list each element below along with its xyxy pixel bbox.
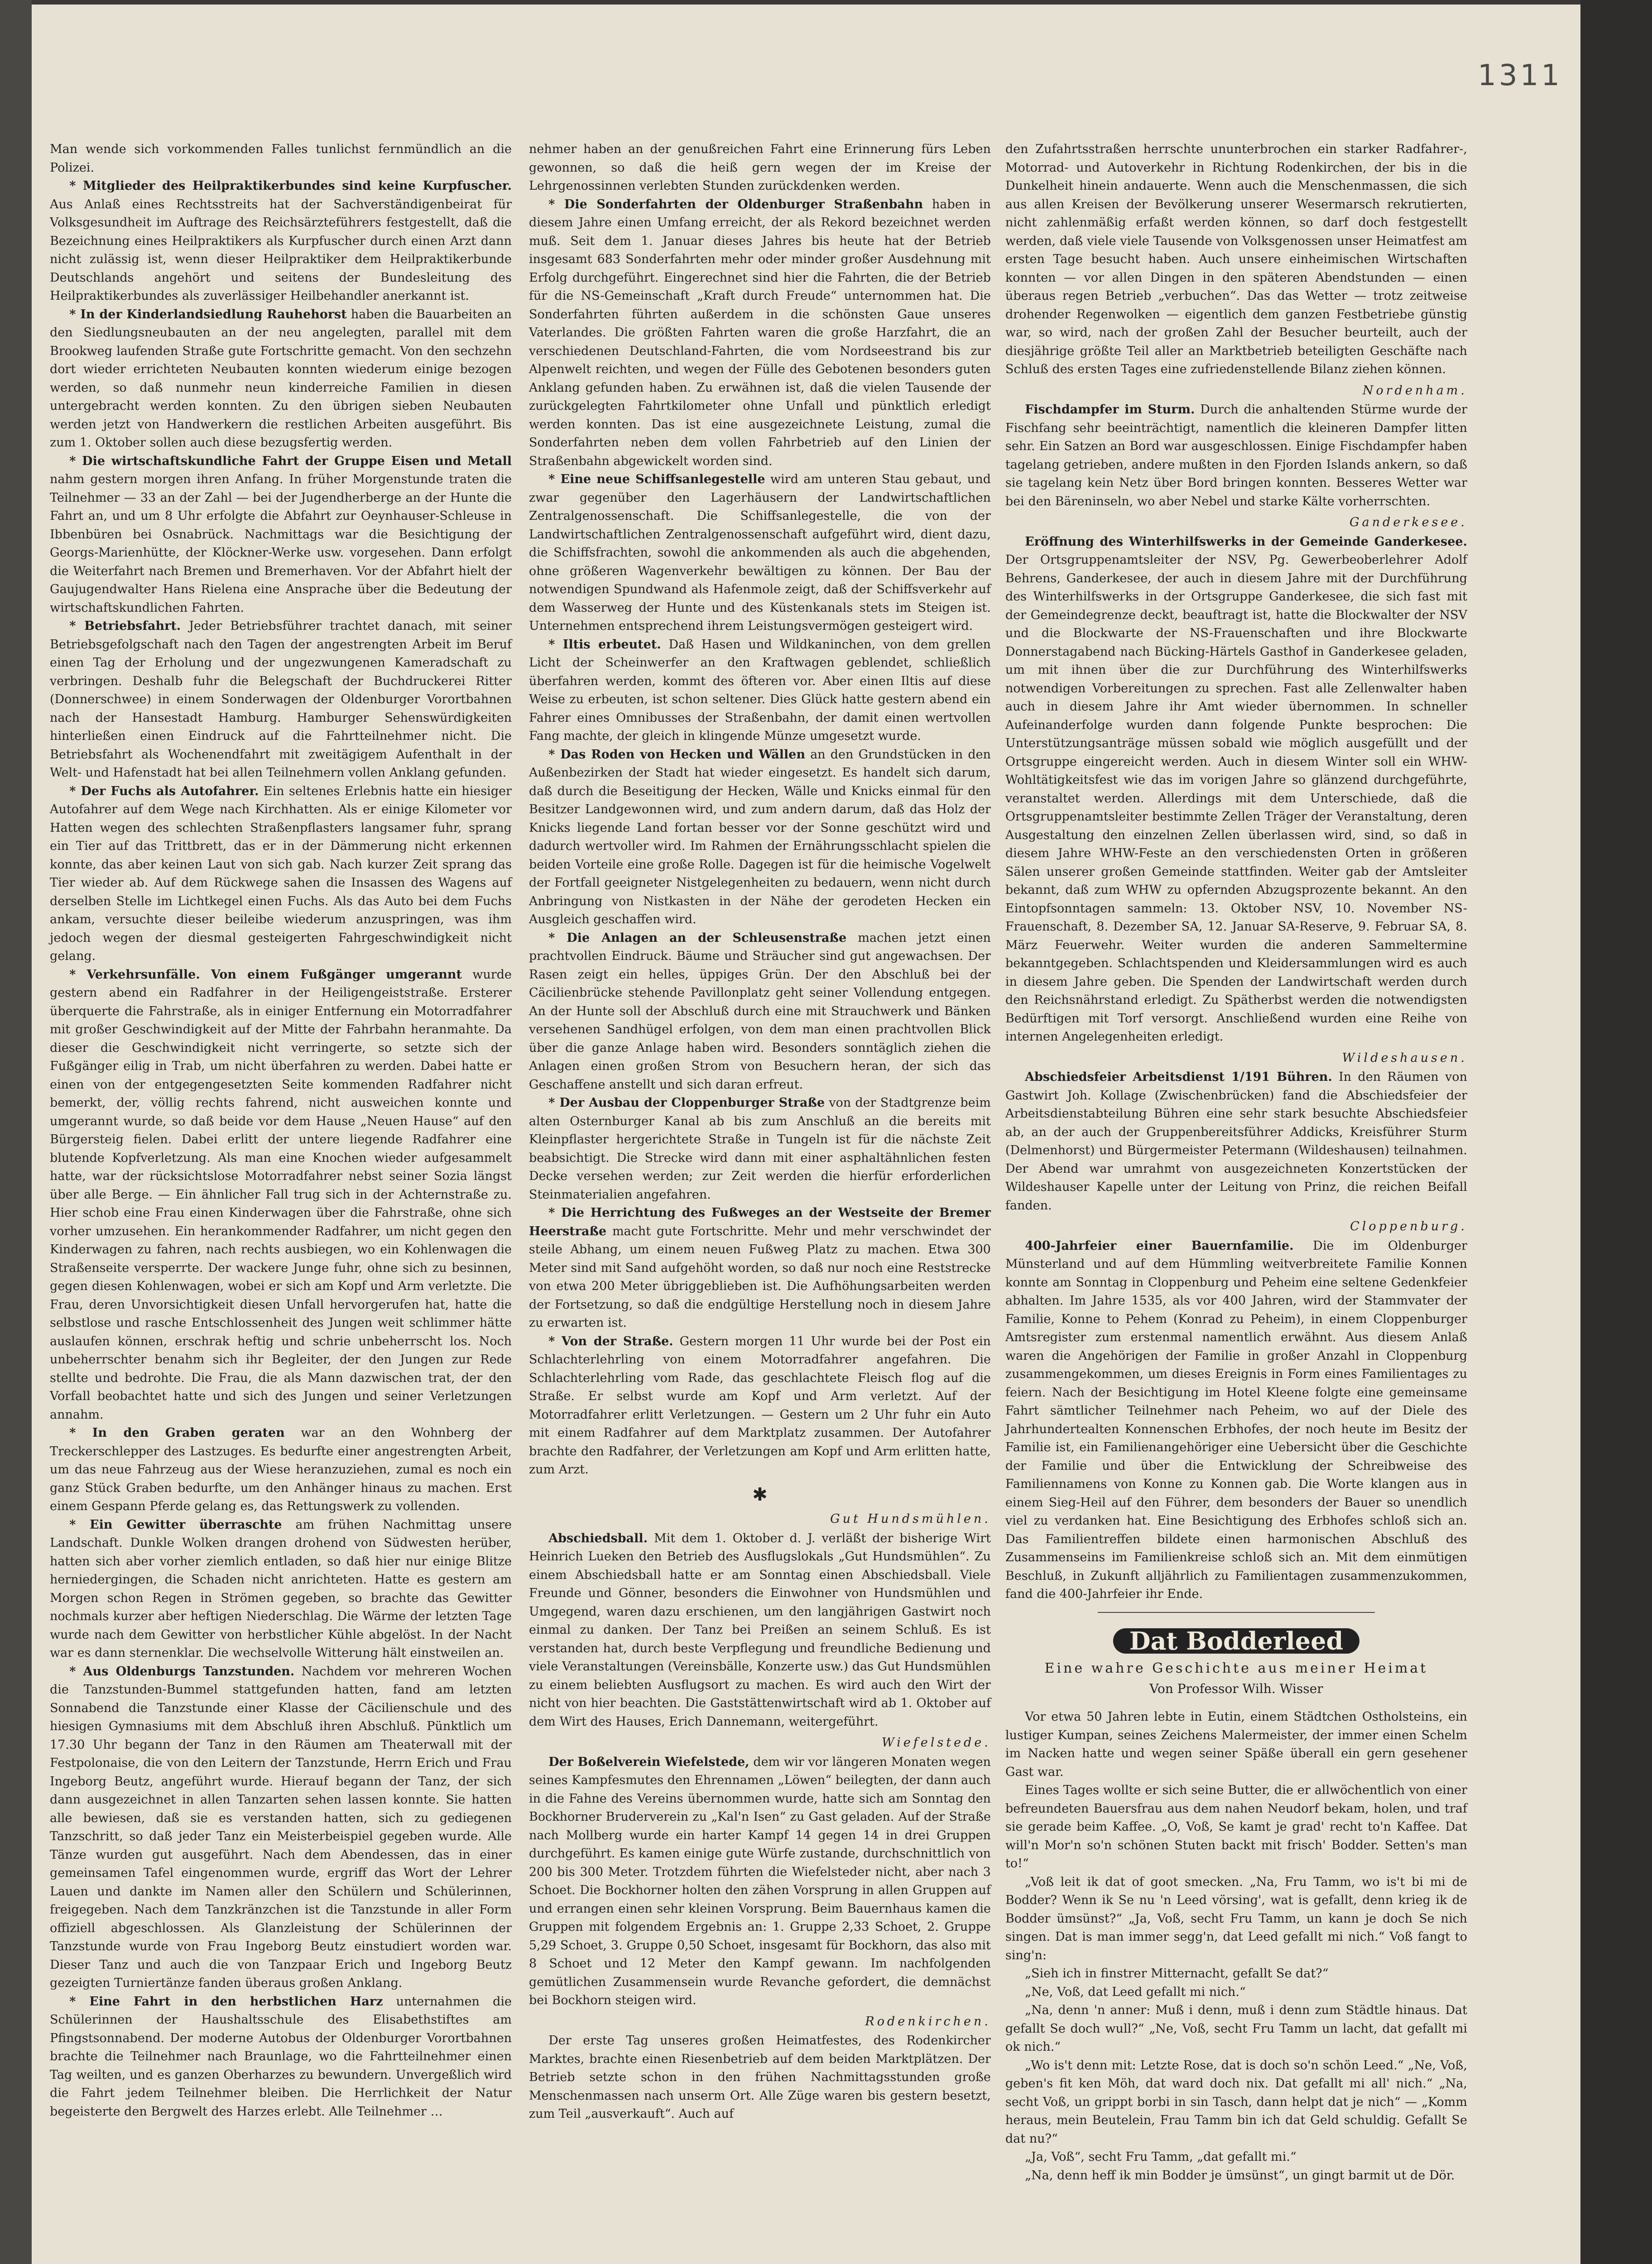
paragraph-lead: * Die Anlagen an der Schleusenstraße (548, 931, 847, 945)
paragraph-text: am frühen Nachmittag unsere Landschaft. Dunkle Wolken drangen drohend von Südwesten herüber, hatten sich aber vorher ziemlich entladen, so daß hier nur einige Blitze herniedergingen, die Schaden nicht anrichteten. Hatte es gestern am Morgen schon Regen in Strömen gegeben, so brachte das Gewitter nochmals kurzer aber heftigen Niederschlag. Die Wärme der letzten Tage wurde nach dem Gewitter von herbstlicher Kühle abgelöst. In der Nacht war es dann sternenklar. Die wechselvolle Witterung hält einstweilen an. (50, 1517, 512, 1660)
paragraph-text: haben die Bauarbeiten an den Siedlungsneubauten an der neu angelegten, parallel mit dem Brookweg laufenden Straße gute Fortschritte gemacht. Von den sechzehn dort wieder errichteten Neubauten konnten wiederum einige bezogen werden, so daß nunmehr neun kinderreiche Familien in diesen untergebracht werden konnten. Zu den übrigen sieben Neubauten werden jetzt von Handwerkern die restlichen Arbeiten ausgeführt. Bis zum 1. Oktober sollen auch diese bezugsfertig werden. (50, 307, 512, 450)
paragraph-lead: * Die Sonderfahrten der Oldenburger Straßenbahn (548, 197, 923, 211)
paragraph-text: Daß Hasen und Wildkaninchen, von dem grellen Licht der Scheinwerfer an den Kraftwagen geblendet, schließlich überfahren werden, kommt des öfteren vor. Aber einen Iltis auf diese Weise zu erbeuten, ist schon seltener. Dies Glück hatte gestern abend ein Fahrer eines Omnibusses der Straßenbahn, der damit einen wertvollen Fang machte, der gleich in klingende Münze umgesetzt wurde. (529, 637, 991, 743)
paragraph-text: Durch die anhaltenden Stürme wurde der Fischfang sehr beeinträchtigt, namentlich die kleineren Dampfer litten sehr. Ein Satzen an Bord war ausgeschlossen. Einige Fischdampfer haben tagelang getrieben, andere mußten in den Fjorden Islands ankern, so daß sie tagelang kein Netz über Bord bringen konnten. Besseres Wetter war bei den Bäreninseln, wo aber Nebel und starke Kälte vorherrschten. (1005, 403, 1467, 508)
paragraph-text: Man wende sich vorkommenden Falles tunlichst fernmündlich an die Polizei. (50, 142, 512, 175)
news-paragraph (529, 1753, 991, 2010)
paragraph-text: macht gute Fortschritte. Mehr und mehr verschwindet der steile Abhang, um einem neuen Fußweg Platz zu machen. Etwa 300 Meter sind mit Sand aufgehöht worden, so daß nur noch eine Reststrecke von etwa 200 Meter übriggeblieben ist. Die Aufhöhungsarbeiten werden der Fortsetzung, so daß die endgültige Herstellung noch in diesem Jahre zu erwarten ist. (529, 1224, 991, 1330)
news-paragraph (1005, 140, 1467, 379)
story-paragraph: Eines Tages wollte er sich seine Butter, die er allwöchentlich von einer befreundeten Bauersfrau aus dem nahen Neudorf bekam, holen, und traf sie gerade beim Kaffee. „O, Voß, Se kamt je grad' recht to'n Kaffee. Dat will'n Mor'n so'n schönen Stuten backt mit frisch' Bodder. Setten's man to!“ (1005, 1783, 1467, 1871)
paragraph-text: machen jetzt einen prachtvollen Eindruck. Bäume und Sträucher sind gut angewachsen. Der Rasen zeigt ein helles, üppiges Grün. Der den Abschluß bei der Cäcilienbrücke stehende Pavillonplatz geht seiner Vollendung entgegen. An der Hunte soll der Abschluß durch eine mit Strauchwerk und Bänken versehenen Sandhügel erfolgen, von dem man einen prachtvollen Blick über die ganze Anlage haben wird. Besonders sonntäglich ziehen die Anlagen einen großen Strom von Besuchern heran, der sich das Geschaffene anstellt und sich daran erfreut. (529, 931, 991, 1092)
separator-rule (1098, 1612, 1375, 1613)
story-title: Dat Bodderleed (1113, 1628, 1360, 1654)
paragraph-lead: * Die Herrichtung des Fußweges an der Westseite der Bremer Heerstraße (529, 1206, 991, 1238)
story-paragraph: „Na, denn 'n anner: Muß i denn, muß i denn zum Städtle hinaus. Dat gefallt Se doch wull?“ „Ne, Voß, secht Fru Tamm un lacht, dat gefallt mi ok nich.“ (1005, 2003, 1467, 2054)
paragraph-text: In den Räumen von Gastwirt Joh. Kollage (Zwischenbrücken) fand die Abschiedsfeier der Arbeitsdienstabteilung Bühren eine sehr stark besuchte Abschiedsfeier ab, an der auch der Gruppenbereitsführer Addicks, Kreisführer Sturm (Delmenhorst) und Bürgermeister Petermann (Wildeshausen) teilnahmen. Der Abend war umrahmt von ausgezeichneten Konzertstücken der Wildeshauser Kapelle unter der Leitung von Prinz, die reichen Beifall fanden. (1005, 1070, 1467, 1213)
place-heading: Rodenkirchen. (865, 2014, 991, 2029)
facing-page-edge (0, 0, 32, 2264)
place-heading: Gut Hundsmühlen. (830, 1512, 991, 1526)
place-heading: Ganderkesee. (1349, 515, 1467, 529)
paragraph-lead: * In den Graben geraten (69, 1426, 285, 1440)
paragraph-text: Mit dem 1. Oktober d. J. verläßt der bisherige Wirt Heinrich Lueken den Betrieb des Ausflugslokals „Gut Hundsmühlen“. Zu einem Abschiedsball hatte er am Sonntag einen Abschiedsball. Viele Freunde und Gönner, besonders die Einwohner von Hundsmühlen und Umgegend, waren dazu erschienen, um den langjährigen Gastwirt noch einmal zu danken. Der Tanz bei Preißen an seinem Schluß. Es ist verstanden hat, durch beste Verpflegung und freundliche Bedienung und viele Veranstaltungen (Vereinsbälle, Konzerte usw.) das Gut Hundsmühlen zu einem beliebten Ausflugsort zu machen. Es wird auch den Wirt der nicht von hier beachten. Die Gaststättenwirtschaft wird ab 1. Oktober auf dem Wirt des Hauses, Erich Dannemann, weitergeführt. (529, 1531, 991, 1729)
paragraph-lead: * Ein Gewitter überraschte (69, 1517, 282, 1532)
news-paragraph (1005, 533, 1467, 1046)
paragraph-lead: * Betriebsfahrt. (69, 619, 181, 633)
news-paragraph (529, 636, 991, 746)
story-author: Von Professor Wilh. Wisser (1149, 1681, 1323, 1696)
asterism: ✱ (752, 1484, 768, 1505)
news-paragraph (529, 929, 991, 1094)
column-2 (529, 140, 991, 2264)
story-header (1005, 1628, 1467, 1698)
place-heading: Cloppenburg. (1350, 1219, 1467, 1233)
paragraph-text: Der erste Tag unseres großen Heimatfestes, des Rodenkircher Marktes, brachte einen Riesenbetrieb auf dem beiden Marktplätzen. Der Betrieb setzte schon in den frühen Nachmittagsstunden große Menschenmassen nach unserm Ort. Alle Züge waren bis gestern besetzt, zum Teil „ausverkauft“. Auch auf (529, 2034, 991, 2121)
paragraph-lead: * Iltis erbeutet. (548, 637, 661, 652)
news-paragraph (1005, 1237, 1467, 1604)
story-subtitle: Eine wahre Geschichte aus meiner Heimat (1044, 1660, 1428, 1676)
paragraph-lead: Fischdampfer im Sturm. (1025, 403, 1195, 417)
news-paragraph (529, 196, 991, 471)
news-paragraph (50, 966, 512, 1425)
paragraph-lead: * Aus Oldenburgs Tanzstunden. (69, 1664, 295, 1679)
news-paragraph (529, 2032, 991, 2124)
place-heading: Nordenham. (1362, 383, 1467, 398)
news-paragraph (50, 1993, 512, 2121)
news-paragraph (50, 1663, 512, 1993)
news-paragraph (529, 1530, 991, 1732)
paragraph-text: haben in diesem Jahre einen Umfang erreicht, der als Rekord bezeichnet werden muß. Seit dem 1. Januar dieses Jahres bis heute hat der Betrieb insgesamt 683 Sonderfahrten mehr oder minder großer Ausdehnung mit Erfolg durchgeführt. Eingerechnet sind hier die Fahrten, die der Betrieb für die NS-Gemeinschaft „Kraft durch Freude“ unternommen hat. Die Sonderfahrten führten außerdem in die schönsten Gaue unseres Vaterlandes. Die größten Fahrten waren die große Harzfahrt, die an verschiedenen Deutschland-Fahrten, die vom Nordseestrand bis zur Alpenwelt reichten, und wegen der Fülle des Gebotenen besonders guten Anklang gefunden haben. Zu erwähnen ist, daß die vielen Tausende der zurückgelegten Fahrtkilometer ohne Unfall und pünktlich erledigt werden konnten. Das ist eine ausgezeichnete Leistung, zumal die Sonderfahrten neben dem vollen Fahrbetrieb auf den Linien der Straßenbahn abgewickelt worden sind. (529, 197, 991, 468)
paragraph-lead: * Eine neue Schiffsanlegestelle (548, 472, 765, 486)
news-paragraph (529, 1333, 991, 1479)
paragraph-text: Ein seltenes Erlebnis hatte ein hiesiger Autofahrer auf dem Wege nach Kirchhatten. Als er einige Kilometer vor Hatten wegen des schlechten Straßenpflasters langsamer fuhr, sprang ein Tier auf das Trittbrett, das er in der Dämmerung nicht erkennen konnte, das aber keinen Laut von sich gab. Nach kurzer Zeit sprang das Tier wieder ab. Auf dem Rückwege sahen die Insassen des Wagens auf derselben Stelle im Lichtkegel einen Fuchs. Als das Auto bei dem Fuchs ankam, versuchte dieser beileibe wiederum anzuspringen, was ihm jedoch wegen der diesmal gesteigerten Fahrgeschwindigkeit nicht gelang. (50, 784, 512, 963)
place-heading: Wildeshausen. (1342, 1050, 1467, 1065)
paragraph-lead: * Verkehrsunfälle. Von einem Fußgänger umgerannt (69, 967, 462, 982)
news-paragraph (50, 306, 512, 452)
paragraph-text: Jeder Betriebsführer trachtet danach, mit seiner Betriebsgefolgschaft nach den Tagen der angestrengten Arbeit im Beruf einen Tag der Erholung und der ungezwungenen Kameradschaft zu verbringen. Deshalb fuhr die Belegschaft der Buchdruckerei Ritter (Donnerschwee) in einem Sonderwagen der Oldenburger Vorortbahnen nach der Hansestadt Hamburg. Hamburger Sehenswürdigkeiten hinterließen einen Eindruck auf die Fahrtteilnehmer nicht. Die Betriebsfahrt als Wochenendfahrt mit zweitägigem Aufenthalt in der Welt- und Hafenstadt hat bei allen Teilnehmern vollen Anklang gefunden. (50, 619, 512, 780)
paragraph-text: Gestern morgen 11 Uhr wurde bei der Post ein Schlachterlehrling von einem Motorradfahrer angefahren. Die Schlachterlehrling vom Rade, das geschlachtete Fleisch flog auf die Straße. Er selbst wurde am Kopf und Arm verletzt. Auf der Motorradfahrer erlitt Verletzungen. — Gestern um 2 Uhr fuhr ein Auto mit einem Radfahrer auf dem Marktplatz zusammen. Der Autofahrer brachte den Radfahrer, der Verletzungen am Kopf und Arm erlitten hatte, zum Arzt. (529, 1334, 991, 1477)
paragraph-lead: Eröffnung des Winterhilfswerks in der Gemeinde Ganderkesee. (1025, 534, 1467, 549)
story-paragraph: „Sieh ich in finstrer Mitternacht, gefallt Se dat?“ (1025, 1967, 1329, 1981)
story-paragraph: „Ne, Voß, dat Leed gefallt mi nich.“ (1025, 1985, 1246, 1999)
news-paragraph (50, 452, 512, 618)
news-paragraph (529, 470, 991, 636)
paragraph-lead: Abschiedsfeier Arbeitsdienst 1/191 Bühren. (1025, 1070, 1332, 1084)
news-paragraph (50, 1516, 512, 1663)
column-1 (50, 140, 512, 2264)
story-body (1005, 1708, 1467, 2185)
paragraph-text: war an den Wohnberg der Treckerschlepper des Lastzuges. Es bedurfte einer angestrengten Arbeit, um das neue Fahrzeug aus der Wiese heranzuziehen, zumal es noch ein ganz Stück Graben bedurfte, um den Anhänger hinaus zu machen. Erst einem Gespann Pferde gelang es, das Rettungswerk zu vollenden. (50, 1426, 512, 1513)
paragraph-text: Aus Anlaß eines Rechtsstreits hat der Sachverständigenbeirat für Volksgesundheit im Auftrage des Reichsärzteführers festgestellt, daß die Bezeichnung eines Heilpraktikers als Kurpfuscher durch einen Arzt dann nicht zulässig ist, wenn dieser Heilpraktiker dem Heilpraktikerbunde Deutschlands angehört und seitens der Bundesleitung des Heilpraktikerbundes als zuverlässiger Heilbehandler anerkannt ist. (50, 197, 512, 303)
story-paragraph: „Wo is't denn mit: Letzte Rose, dat is doch so'n schön Leed.“ „Ne, Voß, geben's fit ken Möh, dat ward doch nix. Dat gefallt mi all' nich.“ „Na, secht Voß, un grippt borbi in sin Tasch, dann helpt dat je nich“ — „Komm heraus, mein Beutelein, Frau Tamm bin ich dat Geld schuldig. Gefallt Se dat nu?“ (1005, 2058, 1467, 2146)
paragraph-lead: * Eine Fahrt in den herbstlichen Harz (69, 1994, 383, 2009)
story-paragraph: „Na, denn heff ik min Bodder je ümsünst“, un gingt barmit ut de Dör. (1025, 2168, 1455, 2182)
news-paragraph (529, 1094, 991, 1204)
news-paragraph (1005, 401, 1467, 511)
news-paragraph (529, 140, 991, 196)
news-paragraph (50, 617, 512, 782)
paragraph-lead: * In der Kinderlandsiedlung Rauhehorst (69, 307, 347, 321)
paragraph-text: Die im Oldenburger Münsterland und auf dem Hümmling weitverbreitete Familie Konnen konnte am Sonntag in Cloppenburg und Peheim eine seltene Gedenkfeier abhalten. Im Jahre 1535, als vor 400 Jahren, wird der Stammvater der Familie, Konne to Pehem (Konrad zu Peheim), in einem Cloppenburger Amtsregister zum erstenmal namentlich erwähnt. Aus diesem Anlaß waren die Angehörigen der Familie in großer Anzahl in Cloppenburg zusammengekommen, um dieses Ereignis in Form eines Familientages zu feiern. Nach der Besichtigung im Hotel Kleene folgte eine gemeinsame Fahrt sämtlicher Teilnehmer nach Peheim, wo auf der Diele des Jahrhundertealten Konnenschen Erbhofes, der noch heute im Besitz der Familie ist, ein Familienangehöriger eine Uebersicht über die Geschichte der Familie und über die Entwicklung der Schreibweise des Familiennamens von Konne zu Konnen gab. Die Worte klangen aus in einem Sieg-Heil auf den Führer, dem besonders der Bauer so unendlich viel zu verdanken hat. Eine Besichtigung des Erbhofes schloß sich an. Das Familientreffen bildete einen harmonischen Abschluß des Zusammenseins im Familienkreise schloß sich an. Mit dem einmütigen Beschluß, in Zukunft alljährlich zu Familientagen zusammenzukommen, fand die 400-Jahrfeier ihr Ende. (1005, 1238, 1467, 1601)
news-paragraph (50, 177, 512, 306)
paragraph-text: den Zufahrtsstraßen herrschte ununterbrochen ein starker Radfahrer-, Motorrad- und Autoverkehr in Richtung Rodenkirchen, der bis in die Dunkelheit hinein andauerte. Wenn auch die Menschenmassen, die sich aus allen Kreisen der Bevölkerung unserer Wesermarsch rekrutierten, nicht zahlenmäßig erfaßt werden können, so darf doch festgestellt werden, daß viele viele Tausende von Volksgenossen unser Heimatfest am ersten Tage besucht haben. Auch unsere einheimischen Wirtschaften konnten — vor allen Dingen in den späteren Abendstunden — einen überaus regen Betrieb „verbuchen“. Das das Wetter — trotz zeitweise drohender Regenwolken — eigentlich dem ganzen Festbetriebe günstig war, so wird, nach der großen Zahl der Besucher beurteilt, auch der diesjährige größte Teil aller an Marktbetrieb beteiligten Geschäfte nach Schluß des ersten Tages eine zufriedenstellende Bilanz ziehen können. (1005, 142, 1467, 376)
news-paragraph (529, 1204, 991, 1333)
newspaper-page (32, 5, 1580, 2264)
news-paragraph (50, 140, 512, 177)
paragraph-text: von der Stadtgrenze beim alten Osternburger Kanal ab bis zum Anschluß an die bereits mit Kleinpflaster hergerichtete Straße in Tungeln ist für die nächste Zeit beabsichtigt. Die Strecke wird dann mit einer asphaltähnlichen festen Decke versehen werden; zur Zeit werden die hierfür erforderlichen Steinmaterialien angefahren. (529, 1096, 991, 1202)
paragraph-text: Nachdem vor mehreren Wochen die Tanzstunden-Bummel stattgefunden hatten, fand am letzten Sonnabend die Tanzstunde einer Klasse der Cäcilienschule und des hiesigen Gymnasiums mit dem Abschluß ihren Abschluß. Pünktlich um 17.30 Uhr begann der Tanz in den Räumen am Theaterwall mit der Festpolonaise, die von den Leitern der Tanzstunde, Herrn Erich und Frau Ingeborg Beutz, angeführt wurde. Hierauf begann der Tanz, der sich dann ausgezeichnet in allen Tanzarten sehen lassen konnte. Sie hatten alle bewiesen, daß sie es verstanden hatten, sich zu gediegenen Tanzschritt, so daß jeder Tanz ein Meisterbeispiel gegeben wurde. Alle Tänze wurden gut ausgeführt. Nach dem Abendessen, das in einer gemeinsamen Tafel eingenommen wurde, ergriff das Wort der Lehrer Lauen und dankte im Namen aller den Schülern und Schülerinnen, freigegeben. Nach dem Tanzkränzchen ist die Tanzstunde in aller Form offiziell abgeschlossen. Als Glanzleistung der Schülerinnen der Tanzstunde wurde von Frau Ingeborg Beutz einstudiert worden war. Dieser Tanz und auch die von Tanzpaar Erich und Ingeborg Beutz gezeigten Turniertänze fanden überaus großen Anklang. (50, 1664, 512, 1990)
paragraph-lead: * Das Roden von Hecken und Wällen (548, 747, 806, 762)
place-heading: Wiefelstede. (881, 1736, 991, 1750)
paragraph-lead: 400-Jahrfeier einer Bauernfamilie. (1025, 1238, 1294, 1253)
paragraph-lead: * Von der Straße. (548, 1334, 673, 1348)
page-number: 1311 (1478, 59, 1562, 92)
column-3-news (1005, 140, 1467, 1604)
paragraph-lead: * Die wirtschaftskundliche Fahrt der Gruppe Eisen und Metall (69, 454, 512, 468)
paragraph-text: dem wir vor längeren Monaten wegen seines Kampfesmutes den Ehrennamen „Löwen“ beilegten, der dann auch in die Fahne des Vereins übernommen wurde, hatte sich am Sonntag den Bockhorner Bruderverein zu „Kal'n Isen“ zu Gast geladen. Auf der Straße nach Mollberg wurde ein harter Kampf 14 gegen 14 in drei Gruppen durchgeführt. Es kamen einige gute Würfe zustande, durchschnittlich von 200 bis 300 Meter. Trotzdem führten die Wiefelsteder nicht, aber nach 3 Schoet. Die Bockhorner holten den zähen Vorsprung in allen Gruppen auf und errangen einen sehr kleinen Vorsprung. Beim Bauernhaus kamen die Gruppen mit folgendem Ergebnis an: 1. Gruppe 2,33 Schoet, 2. Gruppe 5,29 Schoet, 3. Gruppe 0,50 Schoet, insgesamt für Bockhorn, das also mit 8 Schoet und 12 Meter den Kampf gewann. Im nachfolgenden gemütlichen Zusammensein wurde Revanche gefordert, die demnächst bei Bockhorn steigen wird. (529, 1755, 991, 2007)
news-paragraph (1005, 1068, 1467, 1215)
news-paragraph (529, 746, 991, 929)
story-paragraph: „Ja, Voß“, secht Fru Tamm, „dat gefallt mi.“ (1025, 2150, 1297, 2164)
paragraph-lead: Der Boßelverein Wiefelstede, (548, 1755, 749, 1769)
paragraph-lead: * Der Fuchs als Autofahrer. (69, 784, 259, 798)
paragraph-lead: * Mitglieder des Heilpraktikerbundes sind keine Kurpfuscher. (69, 179, 512, 193)
paragraph-text: unternahmen die Schülerinnen der Haushaltsschule des Elisabethstiftes am Pfingstsonnabend. Der moderne Autobus der Oldenburger Vorortbahnen brachte die Teilnehmer nach Braunlage, wo die Fahrtteilnehmer einen Tag weilten, und es ganzen Oberharzes zu bewundern. Unvergeßlich wird die Fahrt jedem Teilnehmer bleiben. Die Herrlichkeit der Natur begeisterte den Bergwelt des Harzes erlebt. Alle Teilnehmer … (50, 1994, 512, 2119)
book-edge (1580, 0, 1652, 2264)
news-paragraph (50, 782, 512, 966)
paragraph-lead: Abschiedsball. (548, 1531, 648, 1545)
column-3 (1005, 140, 1467, 2264)
paragraph-text: nehmer haben an der genußreichen Fahrt eine Erinnerung fürs Leben gewonnen, so daß die heiß gern wegen der im Kreise der Lehrgenossinnen verlebten Stunden zurückdenken werden. (529, 142, 991, 193)
news-paragraph (50, 1424, 512, 1516)
paragraph-lead: * Der Ausbau der Cloppenburger Straße (548, 1096, 825, 1110)
paragraph-text: wurde gestern abend ein Radfahrer in der Heiligengeiststraße. Ersterer überquerte die Fahrstraße, als in einiger Entfernung ein Motorradfahrer mit großer Geschwindigkeit auf der Mitte der Fahrbahn heranmahte. Da dieser die Geschwindigkeit nicht verringerte, so setzte sich der Fußgänger eilig in Trab, um nicht überfahren zu werden. Dabei hatte er einen von der entgegengesetzten Seite kommenden Radfahrer nicht bemerkt, der, völlig rechts fahrend, nicht ausweichen konnte und umgerannt wurde, so daß beide vor dem Hause „Neuen Hause“ auf den Bürgersteig fielen. Dabei erlitt der untere liegende Radfahrer eine blutende Kopfverletzung. Als man eine Knochen wieder aufgesammelt hatte, war der rücksichtslose Motorradfahrer nebst seiner Sozia längst über alle Berge. — Ein ähnlicher Fall trug sich in der Achternstraße zu. Hier schob eine Frau einen Kinderwagen über die Fahrstraße, ohne sich vorher umzusehen. Ein herankommender Radfahrer, um nicht gegen den Kinderwagen zu fahren, nach rechts ausbiegen, wo ein Kohlenwagen die Straßenseite versperrte. Der wackere Junge fuhr, ohne sich zu besinnen, gegen diesen Kohlenwagen, wobei er sich am Kopf und Arm verletzte. Die Frau, deren Unvorsichtigkeit diesen Unfall hervorgerufen hat, hatte die selbstlose und rasche Entschlossenheit des Jungen weit schlimmer hätte auslaufen können, erschrak heftig und schrie unbeherrscht los. Noch unbeherrschter benahm sich ihr Begleiter, der den Jungen zur Rede stellte und bedrohte. Die Frau, die als Mann dazwischen trat, der den Vorfall beobachtet hatte und sich des Jungen und seiner Verletzungen annahm. (50, 967, 512, 1422)
paragraph-text: an den Grundstücken in den Außenbezirken der Stadt hat wieder eingesetzt. Es handelt sich darum, daß durch die Beseitigung der Hecken, Wälle und Knicks einmal für den Besitzer Landgewonnen wird, und zum andern darum, daß das Holz der Knicks liegende Land fortan besser vor der Sonne geschützt wird und dadurch wertvoller wird. Im Rahmen der Ernährungsschlacht spielen die beiden Vorteile eine große Rolle. Dagegen ist für die heimische Vogelwelt der Fortfall geeigneter Nistgelegenheiten zu bedauern, wenn nicht durch Anbringung von Nistkasten in der Nähe der gerodeten Hecken ein Ausgleich geschaffen wird. (529, 747, 991, 926)
paragraph-text: Der Ortsgruppenamtsleiter der NSV, Pg. Gewerbeoberlehrer Adolf Behrens, Ganderkesee, der auch in diesem Jahre mit der Durchführung des Winterhilfswerks in der Ortsgruppe Ganderkesee, die sich fast mit der Gemeindegrenze deckt, beauftragt ist, hatte die Blockwalter der NSV und die Blockwarte der NS-Frauenschaften und ihre Blockwarte Donnerstagabend nach Bücking-Härtels Gasthof in Ganderkesee geladen, um mit ihnen über die zur Durchführung des Winterhilfswerks notwendigen Vorbereitungen zu sprechen. Fast alle Zellenwalter haben auch in diesem Jahre ihr Amt wieder übernommen. In schneller Aufeinanderfolge wurden dann folgende Punkte besprochen: Die Unterstützungsanträge müssen sobald wie möglich ausgefüllt und der Ortsgruppe eingereicht werden. Auch in diesem Winter soll ein WHW-Wohltätigkeitsfest wie das im vorigen Jahre so glänzend durchgeführte, veranstaltet werden. Allerdings mit dem Unterschiede, daß die Ortsgruppenamtsleiter bestimmte Zellen Träger der Veranstaltung, deren Ausgestaltung den einzelnen Zellen überlassen wird, sind, so daß in diesem Jahre WHW-Feste an den verschiedensten Orten in größeren Sälen unserer großen Gemeinde stattfinden. Weiter gab der Amtsleiter bekannt, daß zum WHW zu opfernden Abzugsprozente bekannt. An den Eintopfsonntagen sammeln: 13. Oktober NSV, 10. November NS-Frauenschaft, 8. Dezember SA, 12. Januar SA-Reserve, 9. Februar SA, 8. März Feuerwehr. Weiter wurden die anderen Sammeltermine bekanntgegeben. Schlachtspenden und Kleidersammlungen wird es auch in diesem Jahre geben. Die Spenden der Landwirtschaft werden durch den Reichsnährstand erledigt. Zu Spätherbst werden die notwendigsten Bedürftigen mit Torf versorgt. Anschließend wurden eine Reihe von internen Angelegenheiten erledigt. (1005, 553, 1467, 1044)
paragraph-text: nahm gestern morgen ihren Anfang. In früher Morgenstunde traten die Teilnehmer — 33 an der Zahl — bei der Jugendherberge an der Hunte die Fahrt an, und um 8 Uhr erfolgte die Abfahrt zur Oeynhauser-Schleuse in Ibbenbüren bei Osnabrück. Nachmittags war die Besichtigung der Georgs-Marienhütte, der Klöckner-Werke usw. vorgesehen. Dann erfolgt die Weiterfahrt nach Bremen und Bremerhaven. Vor der Abfahrt hielt der Gaujugendwalter Hans Rielena eine Ansprache über die Bedeutung der wirtschaftskundlichen Fahrten. (50, 472, 512, 615)
story-paragraph: „Voß leit ik dat of goot smecken. „Na, Fru Tamm, wo is't bi mi de Bodder? Wenn ik Se nu 'n Leed vörsing', wat is gefallt, denn krieg ik de Bodder ümsünst?“ „Ja, Voß, secht Fru Tamm, un kann je doch Se nich singen. Dat is man immer segg'n, dat Leed gefallt mi nich.“ Voß fangt to sing'n: (1005, 1875, 1467, 1962)
paragraph-text: wird am unteren Stau gebaut, und zwar gegenüber den Lagerhäusern der Landwirtschaftlichen Zentralgenossenschaft. Die Schiffsanlegestelle, die von der Landwirtschaftlichen Zentralgenossenschaft aufgeführt wird, dient dazu, die Schiffsfrachten, sowohl die ankommenden als auch die abgehenden, ohne größeren Wagenverkehr bewältigen zu können. Der Bau der notwendigen Spundwand als Hafenmole zeigt, daß der Schiffsverkehr auf dem Wasserweg der Hunte und des Küstenkanals stets im Steigen ist. Unternehmen entsprechend ihrem Leistungsvermögen gesteigert wird. (529, 472, 991, 633)
story-paragraph: Vor etwa 50 Jahren lebte in Eutin, einem Städtchen Ostholsteins, ein lustiger Kumpan, seines Zeichens Malermeister, der immer einen Schelm im Nacken hatte und wegen seiner Späße überall ein gern gesehener Gast war. (1005, 1710, 1467, 1779)
